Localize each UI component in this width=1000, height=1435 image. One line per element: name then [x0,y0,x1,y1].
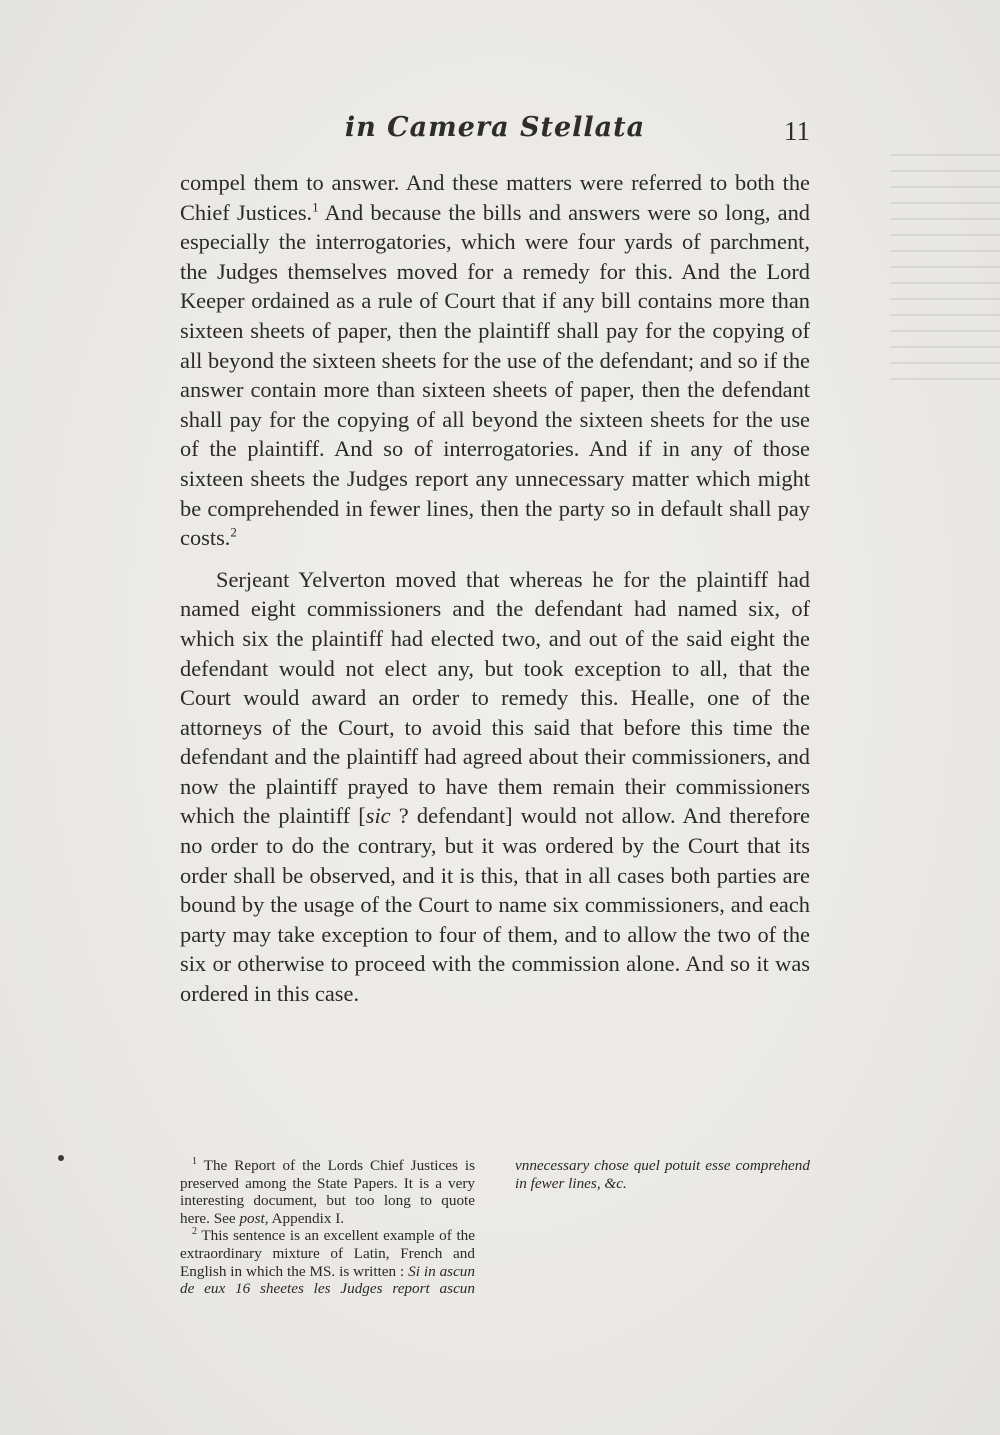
paragraph-1 [180,168,810,553]
running-title: in Camera Stellata [344,112,646,143]
paragraph-1-part-a: compel them to answer. And these matters were referred to both the Chief Justices. [180,170,810,225]
paragraph-1-part-b: And because the bills and answers were so long, and especially the interrogatories, which were four yards of parchment, the Judges themselves moved for a remedy for this. And the Lord Keeper ordained as a rule of Court that if any bill contains more than sixteen sheets of paper, then the plaintiff shall pay for the copying of all beyond the sixteen sheets for the use of the defendant; and so if the answer contain more than sixteen sheets of paper, then the defendant shall pay for the copying of all beyond the sixteen sheets for the use of the plaintiff. And so of interrogatories. And if in any of those sixteen sheets the Judges report any unnecessary matter which might be comprehended in fewer lines, then the party so in default shall pay costs. [180,199,810,551]
footnote-2-latin-quote: Si in ascun de eux 16 sheetes les Judges report ascun vnnecessary chose quel potuit esse comprehend in fewer lines, &c. [180,1157,810,1298]
footnote-1-marker: 1 [192,1155,197,1167]
footnotes-left-column [180,1157,810,1307]
paragraph-2-part-a: Serjeant Yelverton moved that whereas he for the plaintiff had named eight commissioners and the defendant had named six, of which six the plaintiff had elected two, and out of the said eight the defendant would not elect any, but took exception to all, that the Court would award an order to remedy this. Healle, one of the attorneys of the Court, to avoid this said that before this time the defendant and the plaintiff had agreed about their commissioners, and now the plaintiff prayed to have them remain their commissioners which the plaintiff [ [180,566,810,829]
main-text [180,168,810,1009]
paragraph-2 [180,565,810,1009]
footnotes [180,1157,810,1307]
footnote-2-text-a: This sentence is an excellent example of the extraordinary mixture of Latin, French and English in which the MS. is written : [180,1227,475,1280]
footnote-1-text-b: , Appendix I. [264,1209,345,1227]
show-through-bleed [890,140,1000,380]
paragraph-2-part-b: ? defendant] would not allow. And therefore no order to do the contrary, but it was ordered by the Court that its order shall be observed, and it is this, that in all cases both parties are bound by the usage of the Court to name six commissioners, and each party may take exception to four of them, and to allow the two of the six or otherwise to proceed with the commission alone. And so it was ordered in this case. [180,803,810,1007]
footnote-1-text-a: The Report of the Lords Chief Justices is preserved among the State Papers. It is a very interesting document, but too long to quote here. See [180,1157,475,1227]
margin-ink-dot [58,1155,64,1161]
footnote-2-marker: 2 [192,1226,197,1238]
footnote-1-post: post [239,1209,265,1227]
footnote-ref-1: 1 [312,199,319,215]
footnote-1 [180,1157,475,1227]
running-header [180,112,810,162]
page-number: 11 [784,116,810,146]
footnote-ref-2: 2 [230,524,237,540]
sic-annotation: sic [365,803,391,829]
